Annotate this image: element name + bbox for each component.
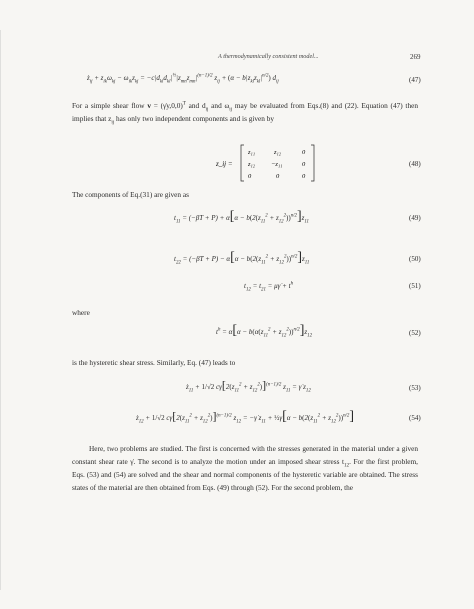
paragraph-components: The components of Eq.(31) are given as <box>72 190 189 199</box>
matrix-r2c3: 0 <box>302 161 306 168</box>
equation-49-number: (49) <box>409 214 421 222</box>
equation-53-number: (53) <box>409 384 421 392</box>
matrix-48-svg <box>216 143 326 183</box>
page-number: 269 <box>410 53 421 61</box>
equation-54: $ż_{12} + 1/√2$ $c\gammȧ[2(z_{11}^2 + z_{12}^2)]^{(n-1)/2}$ $z_{12}$ = −γ̇ $z_{11}$ + ½γ̇[α − $b(2(z_{11}^2 + z_{12}^2))^{n/2}$] <box>136 409 354 425</box>
equation-50: $t_{22} = (-\beta T + P) - \alpha[\alpha - b(2(z_{11}^2 + z_{12}^2))^{n/2}]z_{11}$ <box>174 250 310 266</box>
equation-52-number: (52) <box>409 329 421 337</box>
equation-53: $ż_{11} + 1/√2$ $c\gammȧ[2(z_{11}^2 + z_{12}^2)]^{(n-1)/2}$ $z_{11}$ = γ̇ $z_{12}$ <box>186 378 311 394</box>
matrix-lhs: z_ij = <box>216 160 233 168</box>
matrix-r1c3: 0 <box>302 149 306 156</box>
matrix-r3c2: 0 <box>276 173 280 180</box>
matrix-r2c2: −z₁₁ <box>271 161 283 168</box>
paragraph-hysteretic: is the hysteretic shear stress. Similarly, Eq. (47) leads to <box>72 358 236 367</box>
equation-49: $t_{11} = (-\beta T + P) + \alpha[\alpha - b(2(z_{11}^2 + z_{12}^2))^{n/2}]z_{11}$ <box>174 209 309 225</box>
where-label: where <box>72 308 90 317</box>
running-title: A thermodynamically consistent model... <box>218 53 319 60</box>
equation-51-number: (51) <box>409 282 421 290</box>
paragraph-problems: Here, two problems are studied. The first is concerned with the stresses generated in the material under a given constant shear rate γ̇. The second is to analyze the motion under an imposed shear stress $t_{12}$. For the first problem, Eqs. (53) and (54) are solved and the shear and normal components of the hysteretic variable are obtained. The stress states of the material are then obtained from Eqs. (49) through (52). For the second problem, the <box>72 444 418 492</box>
matrix-r3c3: 0 <box>302 173 306 180</box>
equation-47: $ż_{ij} + z_{ik}\omega_{kj} - \omega_{ik}z_{kj} = -c|d_{kl}d_{kl}|^{\frac{1}{2}}|z_{mn}z_{mn}|^{(n-1)/2}$ $z_{ij} + (\alpha - b|z_{kl}z_{kl}|^{n/2})$ $d_{ij}$ <box>87 73 279 85</box>
matrix-r1c2: z₁₂ <box>274 149 282 156</box>
scan-edge-mark <box>0 30 1 590</box>
paragraph-simple-shear: For a simple shear flow v = (γ̇y,0,0)$^T$ and $d_{ij}$ and $\omega_{ij}$ may be evaluated from Eqs.(8) and (22). Equation (47) then implies that $z_{ij}$ has only two independent components and is given by <box>72 100 418 126</box>
matrix-r2c1: z₁₂ <box>248 161 256 168</box>
matrix-r1c1: z₁₁ <box>248 149 256 156</box>
equation-48-number: (48) <box>409 160 421 168</box>
equation-51: $t_{12} = t_{21}$ = μγ̇ + $t^h$ <box>244 281 294 293</box>
equation-50-number: (50) <box>409 255 421 263</box>
matrix-r3c1: 0 <box>248 173 252 180</box>
equation-48 <box>216 143 326 185</box>
equation-52: $t^h = \alpha[\alpha - b(\alpha(z_{11}^2 + z_{12}^2))^{n/2}]z_{12}$ <box>216 323 313 339</box>
equation-47-number: (47) <box>409 76 421 84</box>
equation-54-number: (54) <box>409 414 421 422</box>
